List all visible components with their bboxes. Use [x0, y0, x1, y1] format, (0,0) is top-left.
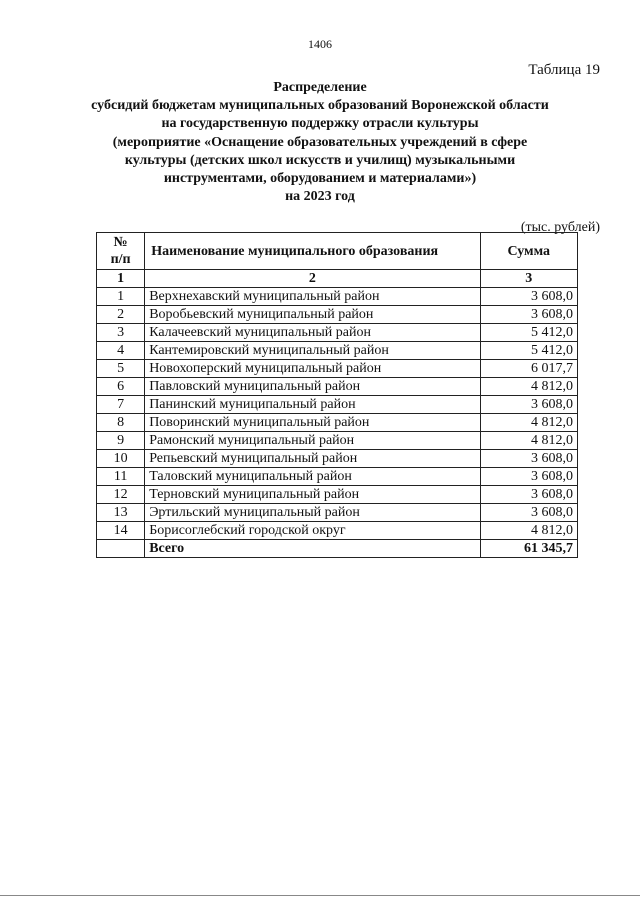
municipality-name: Новохоперский муниципальный район — [145, 360, 480, 378]
heading-line: культуры (детских школ искусств и училищ) музыкальными — [124, 152, 516, 168]
total-empty-cell — [97, 540, 145, 558]
header-sum: Сумма — [480, 233, 577, 270]
municipality-name: Панинский муниципальный район — [145, 396, 480, 414]
heading-line: Распределение — [273, 80, 367, 95]
table-row — [97, 342, 578, 360]
municipality-name: Кантемировский муниципальный район — [145, 342, 480, 360]
column-index: 2 — [145, 270, 480, 288]
municipality-name: Борисоглебский городской округ — [145, 522, 480, 540]
table-label: Таблица 19 — [528, 62, 600, 78]
header-number — [97, 233, 145, 270]
row-number: 10 — [97, 450, 145, 468]
subsidy-amount: 4 812,0 — [480, 378, 577, 396]
subsidy-amount: 3 608,0 — [480, 396, 577, 414]
footer-divider — [0, 895, 640, 896]
heading-line: инструментами, оборудованием и материалами») — [163, 171, 477, 187]
municipality-name: Воробьевский муниципальный район — [145, 306, 480, 324]
heading-line: (мероприятие «Оснащение образовательных учреждений в сфере — [112, 134, 528, 150]
table-header-row — [97, 233, 578, 270]
page-number: 1406 — [308, 37, 332, 51]
subsidy-amount: 3 608,0 — [480, 486, 577, 504]
total-label: Всего — [145, 540, 480, 558]
header-number-line2: п/п — [110, 252, 131, 267]
table-row — [97, 522, 578, 540]
header-number-line1: № — [113, 235, 128, 250]
row-number: 2 — [97, 306, 145, 324]
row-number: 5 — [97, 360, 145, 378]
table-row — [97, 450, 578, 468]
subsidy-amount: 6 017,7 — [480, 360, 577, 378]
total-sum: 61 345,7 — [480, 540, 577, 558]
table-row — [97, 324, 578, 342]
total-row — [97, 540, 578, 558]
municipality-name: Терновский муниципальный район — [145, 486, 480, 504]
municipality-name: Верхнехавский муниципальный район — [145, 288, 480, 306]
subsidy-amount: 4 812,0 — [480, 432, 577, 450]
municipality-name: Калачеевский муниципальный район — [145, 324, 480, 342]
header-name: Наименование муниципального образования — [145, 233, 480, 270]
table-row — [97, 414, 578, 432]
municipality-name: Рамонский муниципальный район — [145, 432, 480, 450]
subsidy-amount: 4 812,0 — [480, 522, 577, 540]
subsidy-amount: 3 608,0 — [480, 450, 577, 468]
table-row — [97, 486, 578, 504]
column-index: 1 — [97, 270, 145, 288]
municipality-name: Эртильский муниципальный район — [145, 504, 480, 522]
subsidy-amount: 3 608,0 — [480, 468, 577, 486]
table-row — [97, 306, 578, 324]
row-number: 6 — [97, 378, 145, 396]
subsidy-amount: 3 608,0 — [480, 288, 577, 306]
table-row — [97, 396, 578, 414]
row-number: 11 — [97, 468, 145, 486]
column-index-row — [97, 270, 578, 288]
table-row — [97, 360, 578, 378]
row-number: 3 — [97, 324, 145, 342]
units-note: (тыс. рублей) — [520, 220, 600, 235]
row-number: 12 — [97, 486, 145, 504]
subsidy-table — [96, 232, 578, 558]
subsidy-amount: 5 412,0 — [480, 324, 577, 342]
row-number: 9 — [97, 432, 145, 450]
row-number: 13 — [97, 504, 145, 522]
row-number: 7 — [97, 396, 145, 414]
heading-line: на 2023 год — [285, 189, 355, 205]
subsidy-amount: 3 608,0 — [480, 306, 577, 324]
municipality-name: Павловский муниципальный район — [145, 378, 480, 396]
heading-line: субсидий бюджетам муниципальных образований Воронежской области — [91, 98, 549, 114]
table-row — [97, 378, 578, 396]
subsidy-amount: 4 812,0 — [480, 414, 577, 432]
table-row — [97, 504, 578, 522]
table-row — [97, 468, 578, 486]
municipality-name: Поворинский муниципальный район — [145, 414, 480, 432]
subsidy-amount: 5 412,0 — [480, 342, 577, 360]
row-number: 8 — [97, 414, 145, 432]
table-row — [97, 432, 578, 450]
row-number: 1 — [97, 288, 145, 306]
row-number: 4 — [97, 342, 145, 360]
column-index: 3 — [480, 270, 577, 288]
municipality-name: Репьевский муниципальный район — [145, 450, 480, 468]
table-row — [97, 288, 578, 306]
document-heading — [0, 79, 640, 206]
heading-line: на государственную поддержку отрасли культуры — [161, 116, 479, 132]
row-number: 14 — [97, 522, 145, 540]
municipality-name: Таловский муниципальный район — [145, 468, 480, 486]
subsidy-amount: 3 608,0 — [480, 504, 577, 522]
